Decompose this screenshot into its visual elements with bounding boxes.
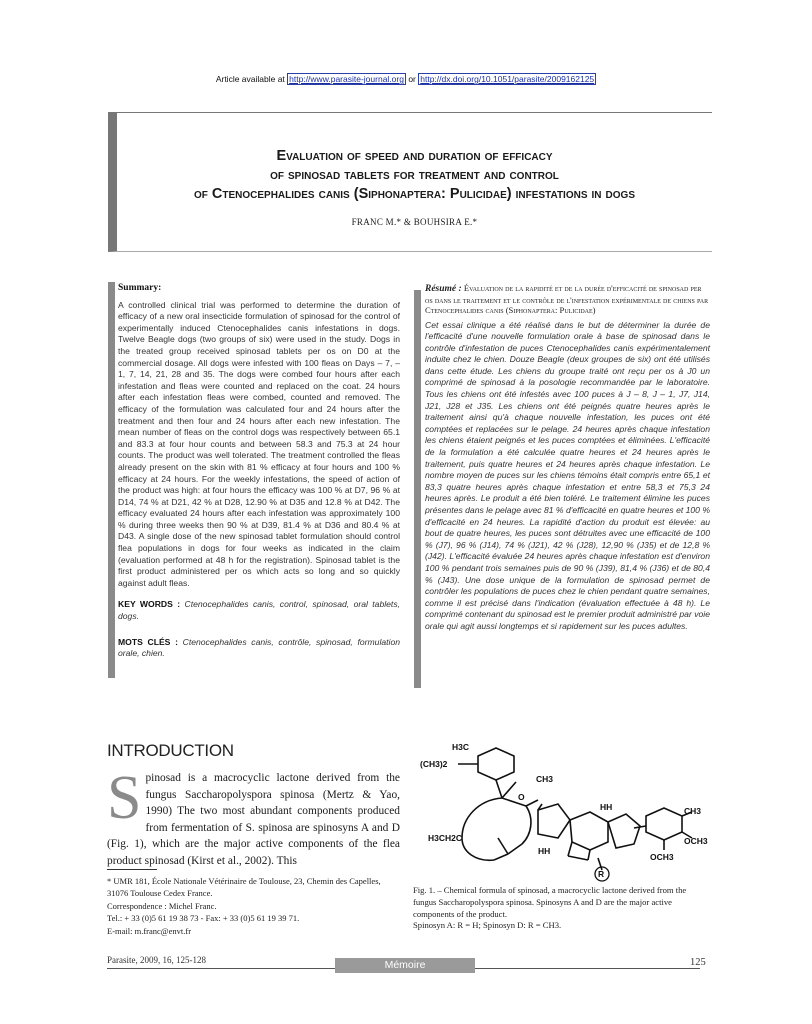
authors: FRANC M.* & BOUHSIRA E.* <box>351 217 478 227</box>
label-ch3-2: (CH3)2 <box>420 759 448 769</box>
keywords <box>118 599 400 622</box>
footnote-phone: Tel.: + 33 (0)5 61 19 38 73 - Fax: + 33 (0)5 61 19 39 71. <box>107 913 300 924</box>
figure-caption-spinosyns: Spinosyn A: R = H; Spinosyn D: R = CH3. <box>413 920 562 931</box>
label-h3ch2c: H3CH2C <box>428 833 463 843</box>
title-line-1: Evaluation of speed and duration of efficacy <box>276 148 553 164</box>
resume-sidebar-bar <box>414 290 421 688</box>
journal-citation: Parasite, 2009, 16, 125-128 <box>107 955 206 965</box>
title-block <box>108 112 712 252</box>
label-r-group: R <box>598 869 605 879</box>
dropcap-letter: S <box>107 764 142 832</box>
resume-label: Résumé : <box>425 284 462 294</box>
summary-sidebar-bar <box>108 282 115 678</box>
mots-text: Ctenocephalides canis, contrôle, spinosad, formulation orale, chien. <box>118 636 400 659</box>
footnote-email: E-mail: m.franc@envt.fr <box>107 925 192 936</box>
resume-text: Cet essai clinique a été réalisé dans le but de déterminer la durée de l'efficacité d'une nouvelle formulation orale à base de spinosad dans le contrôle d'infestation de puces Ctenocephalides canis expérimentalement induite chez le chien. Douze Beagle (deux groupes de six) ont été utilisés dans cette étude. Les chiens du groupe traité ont reçu per os à J0 un comprimé de spinosad à la posologie recommandée par le laboratoire. Tous les chiens ont été infestés avec 100 puces à J – 8, J – 1, J7, J14, J21, J28 et J35. Les chiens ont été peignés quatre heures après le traitement ainsi qu'à chaque nouvelle infestation, les puces ont été comptées et replacées sur le pelage. 24 heures après chaque infestation les chiens étaient peignés et les puces comptées et éliminées. L'efficacité de la formulation a été calculée quatre heures et 24 heures après le traitement, puis quatre heures et 24 heures après chaque infestation. Le nombre moyen de puces sur les chiens témoins était compris entre 65,1 et 83,3 quatre heures après chaque infestation et entre 58,3 et 75,3 24 heures après. Le produit a été bien toléré. Le traitement élimine les puces présentes dans le pelage avec 81 % d'efficacité en quatre heures et 100 % d'efficacité en 24 heures. La rapidité d'action du produit est élevée: au bout de quatre heures, les puces sont détruites avec une efficacité de 100 % (J7), 96 % (J14), 74 % (J21), 42 % (J28), 12,90 % (J35) et de 12,8 % (J42). L'efficacité évaluée 24 heures après chaque infestation est d'environ 100 % pendant trois semaines puis de 90 % (J39), 81,4 % (J36) et de 80,4 % (J43). Une dose unique de la formulation de spinosad permet de contrôler les populations de puces chez le chien pendant quatre semaines, comme il est précisé dans l'indication (évaluation effectuée à 48 h). Le comprimé contenant du spinosad est le premier produit administré par voie orale qui agit aussi longtemps et si rapidement sur les puces adultes. <box>425 319 710 631</box>
figure-caption-text: Fig. 1. – Chemical formula of spinosad, a macrocyclic lactone derived from the fungus Saccharopolyspora spinosa. Spinosyns A and D are the major active components of the product. <box>413 885 687 919</box>
article-availability-note <box>0 74 812 84</box>
summary-heading: Summary: <box>118 283 162 293</box>
mots-cles <box>118 637 400 660</box>
label-hh-2: HH <box>538 846 551 856</box>
mots-label: MOTS CLÉS : <box>118 636 178 647</box>
resume-title-text: Évaluation de la rapidité et de la durée d'efficacité de spinosad per os dans le traitement et le contrôle de l'infestation expérimentale de chiens par Ctenocephalides canis (Siphonaptera: Pulicidae) <box>425 283 709 315</box>
resume-title <box>425 283 710 316</box>
availability-or: or <box>405 74 419 84</box>
keywords-label: KEY WORDS : <box>118 599 181 610</box>
introduction-body: pinosad is a macrocyclic lactone derived from the fungus Saccharopolyspora spinosa (Mertz & Yao, 1990) The two most abundant components produced from fermentation of S. spinosa are spinosyns A and D (Fig. 1), which are the major active components of the flea product spinosad (Kirst et al., 2002). This <box>107 772 400 867</box>
spinosad-structure-figure <box>418 738 708 883</box>
resume-section <box>425 283 710 633</box>
doi-link[interactable]: http://dx.doi.org/10.1051/parasite/2009162125 <box>420 74 595 84</box>
introduction-text <box>107 764 400 870</box>
label-hh-1: HH <box>600 802 613 812</box>
footnote-affiliation: * UMR 181, École Nationale Vétérinaire de Toulouse, 23, Chemin des Capelles, 31076 Toulouse Cedex France. <box>107 876 381 899</box>
section-label: Mémoire <box>335 958 475 973</box>
footnote-correspondence: Correspondence : Michel Franc. <box>107 900 217 911</box>
title-line-2: of spinosad tablets for treatment and control <box>270 167 559 183</box>
label-ch3-right: CH3 <box>684 806 702 816</box>
title-line-3: of Ctenocephalides canis (Siphonaptera: Pulicidae) infestations in dogs <box>193 186 636 202</box>
footnote-rule <box>107 869 157 870</box>
figure-caption <box>413 885 709 932</box>
summary-section <box>118 283 400 660</box>
availability-prefix: Article available at <box>215 74 288 84</box>
page-number: 125 <box>690 957 706 968</box>
summary-text: A controlled clinical trial was performed to determine the duration of efficacy of a new oral insecticide formulation of spinosad for the control of experimentally induced Ctenocephalides canis infestations in dogs. Twelve Beagle dogs (two groups of six) were used in the study. Dogs in the treated group received spinosad tablets per os on D0 at the commercial dosage. All dogs were infested with 100 fleas on Days – 7, – 1, 7, 14, 21, 28 and 35. The dogs were combed four hours after each infestation and fleas were counted and replaced on the coat. 24 hours after each infestation fleas were combed, counted and removed. The efficacy of the formulation was calculated four and 24 hours after the treatment and then four and 24 hours after each new infestation. The mean number of fleas on the control dogs was respectively between 65.1 and 83.3 at four hour counts and between 58.3 and 75.3 at 24 hour counts. The product was well tolerated. The treatment controlled the fleas already present on the skin with 81 % efficacy at four hours and 100 % efficacy at 24 hours. For the weekly infestations, the speed of action of the product was high: at four hours the efficacy was 100 % at D7, 96 % at D14, 74 % at D21, 42 % at D28, 12.90 % at D35 and 12.8 % at D42. The efficacy evaluated 24 hours after each infestation was approximately 100 % during three weeks then 90 % at D39, 81.4 % at D36 and 80.4 % at D43. A single dose of the new spinosad tablet formulation should control flea populations in dogs for four weeks as indicated in the claim (evaluation performed at 48 h for the registration). Spinosad tablet is the first product administered per os which acts so long and so quickly against adult fleas. <box>118 299 400 588</box>
footnote <box>107 875 400 937</box>
label-ch3-mid: CH3 <box>536 774 554 784</box>
label-o: O <box>518 792 525 802</box>
paper-title <box>117 147 712 204</box>
keywords-text: Ctenocephalides canis, control, spinosad, oral tablets, dogs. <box>118 599 401 622</box>
journal-link[interactable]: http://www.parasite-journal.org <box>289 74 404 84</box>
introduction-heading: INTRODUCTION <box>107 741 234 760</box>
label-och3-bottom: OCH3 <box>650 852 674 862</box>
label-h3c: H3C <box>452 742 470 752</box>
label-och3-right: OCH3 <box>684 836 708 846</box>
